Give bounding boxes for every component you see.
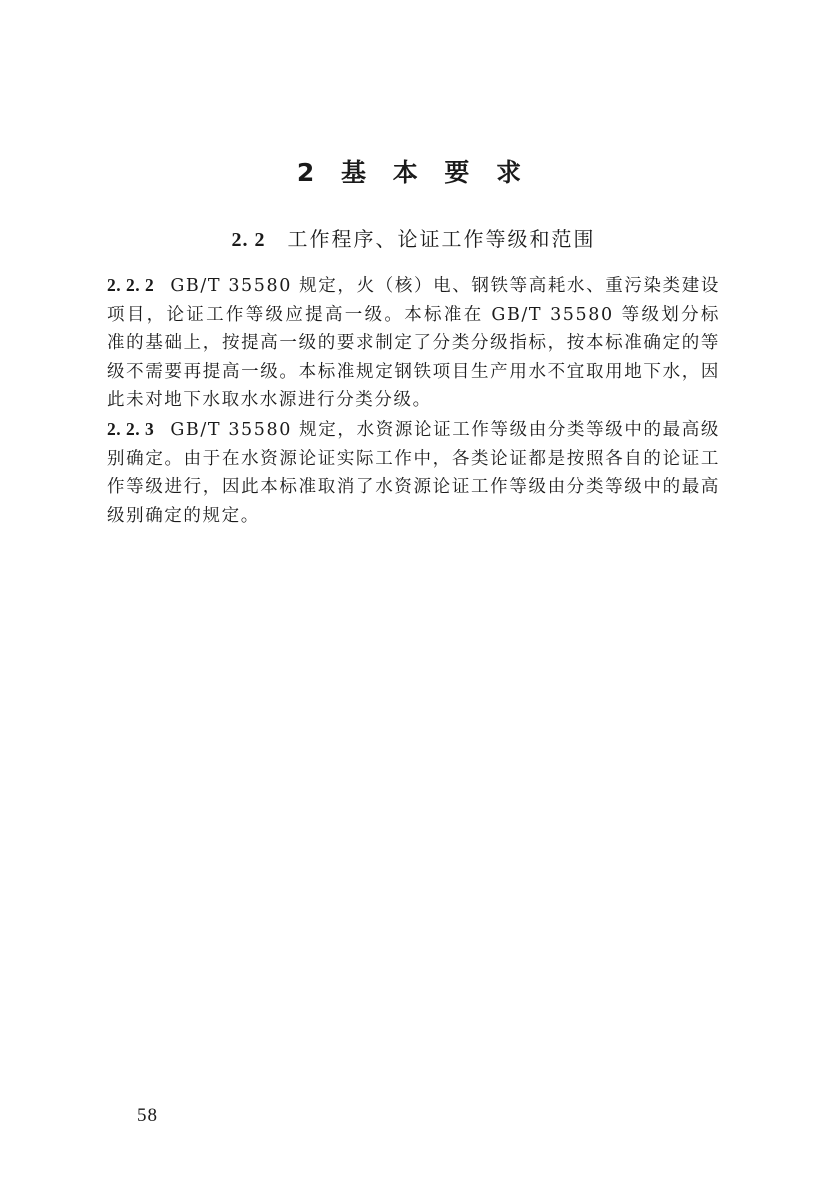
page-number: 58 [137,1105,158,1126]
clause-number: 2. 2. 2 [107,275,155,295]
clause-2-2-2 [107,271,720,415]
section-title: 工作程序、论证工作等级和范围 [287,227,596,251]
clause-2-2-3 [107,415,720,530]
chapter-title: 2 基 本 要 求 [296,158,531,187]
clause-text: GB/T 35580 规定，水资源论证工作等级由分类等级中的最高级别确定。由于在水资源论证实际工作中，各类论证都是按照各自的论证工作等级进行，因此本标准取消了水资源论证工作等级由分类等级中的最高级别确定的规定。 [107,419,720,526]
section-number: 2. 2 [231,229,266,251]
section-heading [0,224,827,255]
clause-text: GB/T 35580 规定，火（核）电、钢铁等高耗水、重污染类建设项目，论证工作等级应提高一级。本标准在 GB/T 35580 等级划分标准的基础上，按提高一级的要求制定了分类分级指标，按本标准确定的等级不需要再提高一级。本标准规定钢铁项目生产用水不宜取用地下水，因此未对地下水取水水源进行分类分级。 [107,276,720,411]
body-text [107,271,720,530]
clause-number: 2. 2. 3 [107,418,155,439]
